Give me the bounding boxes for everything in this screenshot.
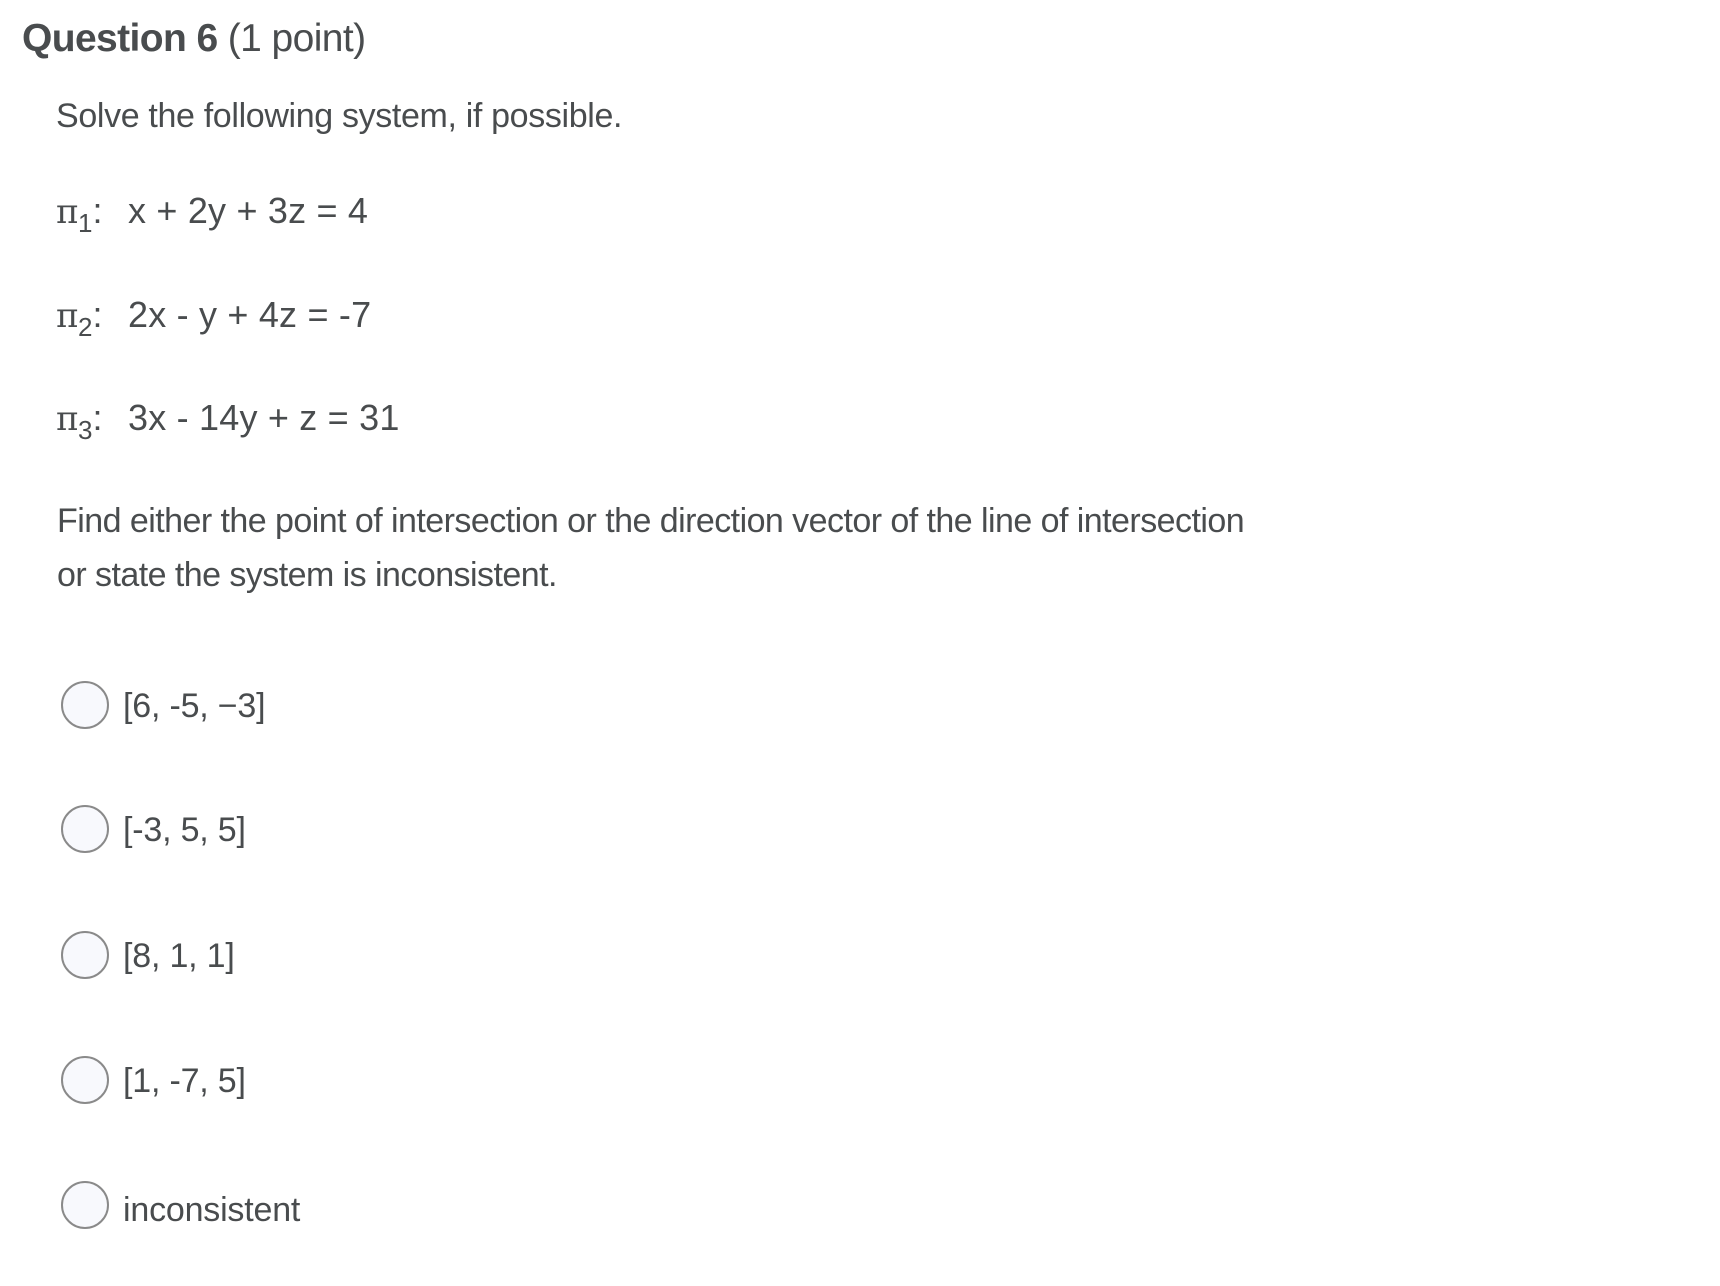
option-label[interactable]: [-3, 5, 5] [123, 811, 246, 849]
question-prompt: Solve the following system, if possible. [56, 97, 623, 135]
equation-expression: 2x - y + 4z = -7 [128, 294, 372, 335]
option-label[interactable]: [8, 1, 1] [123, 937, 235, 975]
question-title: Question 6 [22, 17, 218, 60]
radio-button[interactable] [61, 1181, 109, 1229]
option-label[interactable]: [1, -7, 5] [123, 1062, 246, 1100]
option-label[interactable]: [6, -5, −3] [123, 687, 266, 725]
pi-symbol: π [56, 296, 79, 336]
question-points: (1 point) [227, 17, 366, 60]
plane-subscript: 3 [78, 415, 93, 445]
equation-colon: : [92, 397, 103, 438]
equation-plane-1 [56, 190, 369, 238]
option-label[interactable]: inconsistent [123, 1191, 301, 1229]
equation-plane-2 [56, 294, 372, 342]
plane-subscript: 1 [78, 208, 93, 238]
radio-button[interactable] [61, 681, 109, 729]
radio-button[interactable] [61, 931, 109, 979]
radio-button[interactable] [61, 1056, 109, 1104]
question-heading [22, 19, 365, 58]
radio-button[interactable] [61, 805, 109, 853]
equation-expression: 3x - 14y + z = 31 [128, 397, 400, 438]
instruction-line-2: or state the system is inconsistent. [57, 556, 557, 594]
plane-subscript: 2 [78, 312, 93, 342]
instruction-line-1: Find either the point of intersection or the direction vector of the line of intersection [57, 502, 1245, 540]
equation-colon: : [92, 294, 103, 335]
equation-plane-3 [56, 397, 400, 445]
equation-expression: x + 2y + 3z = 4 [128, 190, 369, 231]
equation-colon: : [92, 190, 103, 231]
pi-symbol: π [56, 399, 79, 439]
pi-symbol: π [56, 192, 79, 232]
